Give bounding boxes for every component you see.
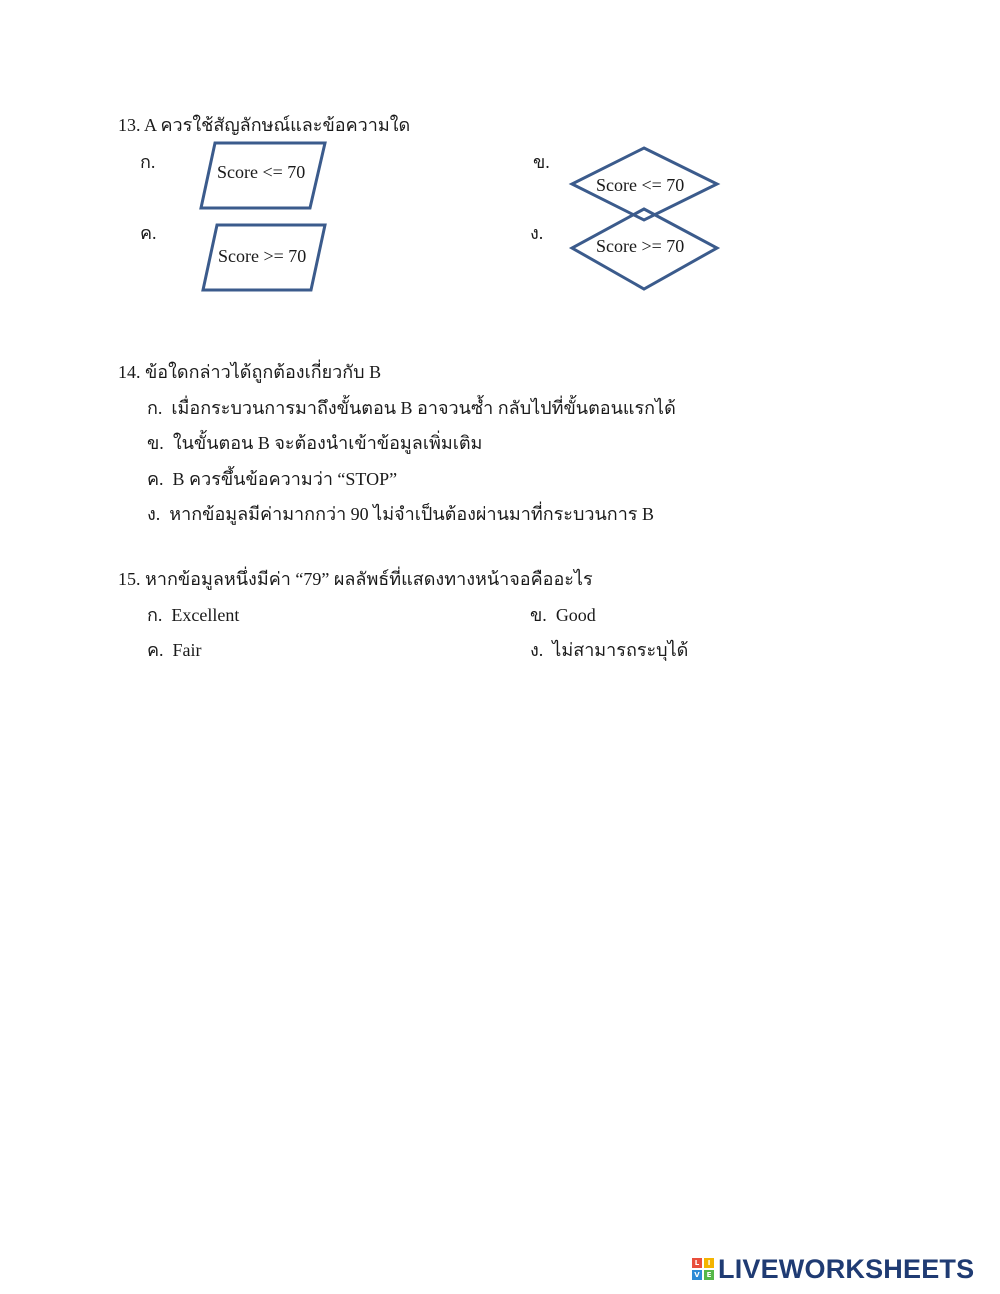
q13-option-a-label: ก. [140,152,156,172]
q15-option-d[interactable] [530,635,688,664]
q14-option-b-label: ข. [147,433,164,453]
q15-title: 15. หากข้อมูลหนึ่งมีค่า “79” ผลลัพธ์ที่แสดงทางหน้าจอคืออะไร [118,569,593,589]
q15-option-a[interactable] [147,600,239,629]
q13-option-c-text: Score >= 70 [218,246,307,266]
logo-block-i: I [704,1258,714,1268]
q15-option-b-label: ข. [530,605,547,625]
q14-option-c-label: ค. [147,469,164,489]
q14-option-c-text: B ควรขึ้นข้อความว่า “STOP” [172,469,398,489]
q13-option-c-label: ค. [140,223,157,243]
q14-option-d-label: ง. [147,504,161,524]
q13-option-b-label: ข. [533,152,550,172]
q14-title: 14. ข้อใดกล่าวได้ถูกต้องเกี่ยวกับ B [118,362,382,382]
q13-option-b-text: Score <= 70 [596,175,685,195]
q13-option-d-label: ง. [530,223,544,243]
q15-option-c-label: ค. [147,640,164,660]
q15-option-b[interactable] [530,600,596,629]
q15-option-a-text: Excellent [171,605,240,625]
q14-option-b[interactable] [147,428,482,457]
q14-option-c[interactable] [147,464,397,493]
logo-blocks-icon [692,1258,714,1280]
logo-block-v: V [692,1270,702,1280]
logo-text: LIVEWORKSHEETS [718,1253,975,1284]
q15-option-c-text: Fair [172,640,202,660]
q14-option-a-label: ก. [147,398,163,418]
q13-option-a-text: Score <= 70 [217,162,306,182]
q13-title: 13. A ควรใช้สัญลักษณ์และข้อความใด [118,115,411,135]
q15-option-c[interactable] [147,635,202,664]
q14-option-b-text: ในขั้นตอน B จะต้องนำเข้าข้อมูลเพิ่มเติม [172,433,483,453]
q14-option-a-text: เมื่อกระบวนการมาถึงขั้นตอน B อาจวนซ้ำ กลับไปที่ขั้นตอนแรกได้ [171,398,676,418]
q14-option-d-text: หากข้อมูลมีค่ามากกว่า 90 ไม่จำเป็นต้องผ่านมาที่กระบวนการ B [169,504,654,524]
q15-option-d-text: ไม่สามารถระบุได้ [552,640,689,660]
q15-option-a-label: ก. [147,605,163,625]
q15-option-d-label: ง. [530,640,544,660]
q15-option-b-text: Good [555,605,596,625]
q14-option-a[interactable] [147,393,676,422]
liveworksheets-logo[interactable] [692,1255,974,1283]
q13-option-d-text: Score >= 70 [596,236,685,256]
q14-option-d[interactable] [147,499,654,528]
logo-block-e: E [704,1270,714,1280]
logo-block-l: L [692,1258,702,1268]
